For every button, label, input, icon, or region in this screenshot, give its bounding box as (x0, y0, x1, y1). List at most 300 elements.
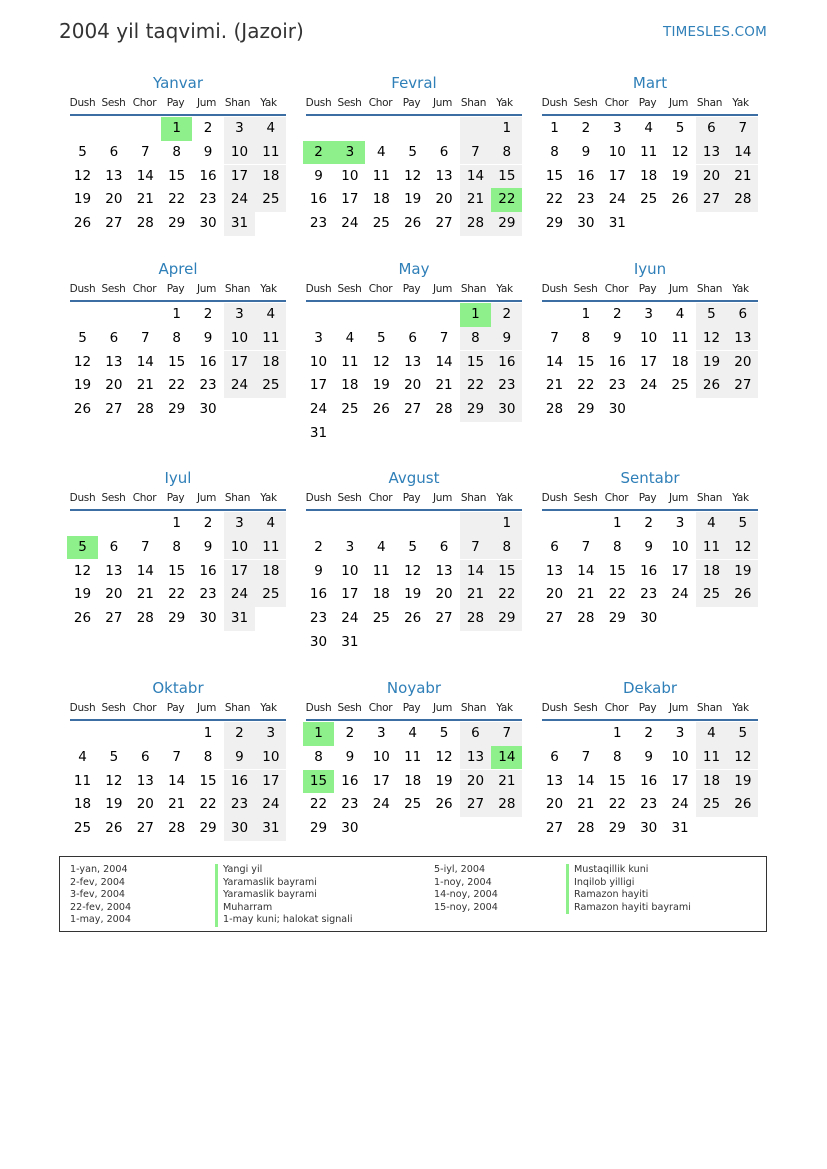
week-row (539, 303, 761, 327)
day: 7 (140, 329, 150, 346)
weekday-header (303, 491, 525, 506)
day: 31 (309, 424, 328, 441)
day: 28 (460, 212, 491, 236)
week-row (303, 327, 525, 351)
day: 23 (640, 796, 658, 813)
day: 24 (671, 796, 689, 813)
day: 28 (168, 820, 186, 837)
week-row (67, 303, 289, 327)
legend-holiday-name: Mustaqillik kuni (566, 864, 691, 877)
day: 19 (73, 586, 92, 603)
day: 27 (105, 215, 123, 232)
day: 16 (640, 562, 658, 579)
empty-day (460, 817, 491, 841)
day: 12 (105, 772, 123, 789)
day: 30 (491, 398, 522, 422)
day: 29 (608, 820, 626, 837)
day: 18 (73, 796, 92, 813)
day: 19 (696, 351, 727, 375)
day: 21 (136, 586, 154, 603)
week-row (539, 374, 761, 398)
day: 9 (581, 143, 591, 160)
weekday-label: Sesh (337, 702, 362, 714)
weekday-label: Sesh (337, 97, 362, 109)
legend-date: 14-noy, 2004 (434, 889, 498, 900)
weekday-label: Dush (541, 702, 568, 714)
day: 29 (608, 610, 626, 627)
day: 11 (696, 536, 727, 560)
weekday-label: Dush (69, 97, 96, 109)
day: 21 (491, 770, 522, 794)
empty-day (633, 212, 664, 236)
empty-day (366, 422, 397, 446)
week-row (539, 141, 761, 165)
day: 11 (73, 772, 92, 789)
week-row (67, 188, 289, 212)
week-row (303, 817, 525, 841)
day: 24 (224, 374, 255, 398)
empty-day (67, 512, 98, 536)
holiday-day: 22 (491, 188, 522, 212)
day: 10 (255, 746, 286, 770)
day: 11 (255, 141, 286, 165)
day: 1 (491, 512, 522, 536)
day: 10 (341, 167, 359, 184)
empty-day (570, 512, 601, 536)
weekday-label: Dush (305, 97, 332, 109)
day: 12 (73, 167, 92, 184)
day: 16 (309, 586, 328, 603)
day: 3 (345, 538, 355, 555)
day: 29 (168, 610, 186, 627)
week-row (67, 607, 289, 631)
empty-day (366, 631, 397, 655)
day: 21 (435, 377, 453, 394)
holiday-day: 1 (460, 303, 491, 327)
day: 15 (199, 772, 217, 789)
day: 9 (491, 327, 522, 351)
day: 29 (309, 820, 328, 837)
week-row (67, 583, 289, 607)
day: 30 (309, 633, 328, 650)
day: 25 (671, 377, 689, 394)
day: 21 (545, 377, 564, 394)
day: 4 (408, 725, 417, 741)
day: 2 (644, 725, 653, 741)
day: 5 (727, 722, 758, 746)
day: 13 (105, 562, 123, 579)
day: 11 (372, 167, 390, 184)
day: 19 (404, 586, 422, 603)
week-row (303, 631, 525, 655)
day: 8 (203, 748, 213, 765)
empty-day (460, 631, 491, 655)
month-name: Oktabr (152, 679, 204, 697)
day: 20 (545, 796, 564, 813)
day: 21 (136, 191, 154, 208)
weekday-label: Dush (541, 283, 568, 295)
week-row (303, 583, 525, 607)
day: 1 (172, 515, 181, 531)
day: 9 (203, 538, 213, 555)
empty-day (397, 303, 428, 327)
header-rule (70, 719, 286, 721)
month-name: Mart (632, 74, 668, 92)
day: 24 (255, 793, 286, 817)
day: 4 (696, 512, 727, 536)
empty-day (397, 512, 428, 536)
day: 1 (612, 725, 622, 741)
day: 7 (550, 329, 559, 346)
month-name: May (398, 260, 430, 278)
holiday-day: 14 (491, 746, 522, 770)
weekday-label: Dush (541, 97, 568, 109)
weekday-label: Dush (69, 283, 96, 295)
day: 10 (372, 748, 390, 765)
week-row (67, 722, 289, 746)
header-rule (306, 509, 522, 511)
week-row (539, 583, 761, 607)
day: 7 (491, 722, 522, 746)
day: 19 (73, 191, 92, 208)
day: 23 (577, 191, 595, 208)
day: 18 (640, 167, 658, 184)
weekday-label: Sesh (573, 702, 598, 714)
day: 6 (550, 538, 559, 555)
day: 18 (372, 586, 390, 603)
week-row (539, 607, 761, 631)
day: 17 (341, 586, 359, 603)
week-row (67, 374, 289, 398)
day: 25 (696, 583, 727, 607)
day: 13 (545, 772, 564, 789)
weekday-header (67, 491, 289, 506)
day: 13 (105, 353, 123, 370)
week-row (539, 212, 761, 236)
day: 23 (199, 191, 217, 208)
header-rule (70, 509, 286, 511)
weekday-label: Pay (638, 283, 657, 295)
day: 5 (78, 329, 87, 346)
weekday-label: Dush (69, 702, 96, 714)
day: 20 (435, 586, 453, 603)
day: 14 (460, 165, 491, 189)
day: 15 (168, 167, 186, 184)
day: 24 (608, 191, 626, 208)
weekday-label: Sesh (337, 283, 362, 295)
weekday-label: Chor (368, 283, 393, 295)
header-rule (542, 300, 758, 302)
weekday-label: Sesh (573, 492, 598, 504)
empty-day (429, 117, 460, 141)
day: 23 (608, 377, 626, 394)
month-name: Aprel (158, 260, 198, 278)
day: 2 (203, 306, 213, 322)
empty-day (696, 817, 727, 841)
weekday-label: Shan (460, 283, 487, 295)
week-row (303, 422, 525, 446)
week-row (539, 351, 761, 375)
week-row (539, 817, 761, 841)
month-mart (539, 74, 761, 236)
weekday-label: Chor (604, 97, 629, 109)
page-title: 2004 yil taqvimi. (Jazoir) (59, 19, 304, 43)
day: 7 (460, 536, 491, 560)
day: 20 (460, 770, 491, 794)
day: 30 (199, 401, 217, 418)
day: 3 (224, 303, 255, 327)
weekday-label: Pay (638, 97, 657, 109)
day: 28 (136, 401, 154, 418)
empty-day (727, 607, 758, 631)
month-avgust (303, 469, 525, 655)
week-row (67, 117, 289, 141)
week-row (303, 351, 525, 375)
day: 18 (255, 165, 286, 189)
day: 20 (435, 191, 453, 208)
weekday-label: Dush (305, 283, 332, 295)
week-row (539, 398, 761, 422)
day: 28 (727, 188, 758, 212)
day: 25 (404, 796, 422, 813)
day: 6 (109, 538, 119, 555)
weekday-label: Sesh (101, 492, 126, 504)
week-row (303, 117, 525, 141)
day: 8 (314, 748, 323, 765)
day: 28 (491, 793, 522, 817)
weekday-header (67, 282, 289, 297)
day: 4 (255, 117, 286, 141)
day: 16 (309, 191, 328, 208)
day: 5 (376, 329, 386, 346)
week-row (303, 536, 525, 560)
month-name: Iyun (633, 260, 667, 278)
legend-holiday-name: Ramazon hayiti bayrami (566, 902, 691, 915)
weekday-label: Chor (368, 492, 393, 504)
weekday-label: Jum (432, 702, 453, 714)
day: 20 (105, 377, 123, 394)
day: 7 (140, 143, 150, 160)
weekday-label: Yak (496, 283, 513, 295)
day: 25 (341, 401, 359, 418)
empty-day (696, 398, 727, 422)
day: 18 (341, 377, 359, 394)
week-row (539, 746, 761, 770)
weekday-label: Jum (432, 283, 453, 295)
empty-day (665, 607, 696, 631)
day: 21 (168, 796, 186, 813)
day: 20 (545, 586, 564, 603)
weekday-label: Pay (166, 702, 185, 714)
legend-date: 22-fev, 2004 (70, 901, 132, 913)
day: 1 (612, 515, 622, 531)
day: 26 (696, 374, 727, 398)
day: 26 (404, 610, 422, 627)
day: 12 (73, 353, 92, 370)
holiday-day: 2 (303, 141, 334, 165)
day: 17 (671, 562, 689, 579)
day: 19 (73, 377, 92, 394)
legend-holiday-name: Yaramaslik bayrami (215, 877, 353, 890)
day: 4 (255, 303, 286, 327)
week-row (539, 512, 761, 536)
header-rule (542, 114, 758, 116)
day: 27 (460, 793, 491, 817)
week-row (303, 560, 525, 584)
weekday-label: Jum (432, 492, 453, 504)
empty-day (98, 303, 129, 327)
day: 20 (404, 377, 422, 394)
weekday-label: Sesh (101, 283, 126, 295)
month-fevral (303, 74, 525, 236)
legend-holiday-name: 1-may kuni; halokat signali (215, 914, 353, 927)
weekday-label: Sesh (101, 97, 126, 109)
day: 10 (671, 748, 689, 765)
day: 17 (640, 353, 658, 370)
day: 24 (309, 401, 328, 418)
day: 2 (345, 725, 355, 741)
empty-day (397, 631, 428, 655)
day: 26 (73, 401, 92, 418)
day: 14 (136, 562, 154, 579)
day: 28 (545, 401, 564, 418)
empty-day (727, 212, 758, 236)
day: 23 (224, 793, 255, 817)
day: 3 (224, 512, 255, 536)
empty-day (303, 117, 334, 141)
day: 3 (224, 117, 255, 141)
weekday-label: Pay (402, 492, 421, 504)
week-row (303, 188, 525, 212)
week-row (539, 327, 761, 351)
day: 7 (460, 141, 491, 165)
weekday-label: Yak (496, 97, 513, 109)
weekday-label: Jum (432, 97, 453, 109)
week-row (67, 536, 289, 560)
week-row (539, 793, 761, 817)
day: 29 (168, 215, 186, 232)
weekday-label: Chor (604, 702, 629, 714)
day: 8 (172, 329, 181, 346)
day: 2 (314, 538, 323, 555)
legend-date: 5-iyl, 2004 (434, 864, 486, 875)
weekday-label: Shan (696, 283, 723, 295)
empty-day (397, 422, 428, 446)
day: 8 (491, 536, 522, 560)
day: 23 (341, 796, 359, 813)
month-noyabr (303, 679, 525, 841)
brand-link[interactable]: TIMESLES.COM (663, 24, 767, 40)
day: 8 (550, 143, 559, 160)
day: 17 (309, 377, 328, 394)
day: 25 (255, 374, 286, 398)
weekday-header (67, 96, 289, 111)
legend-date: 1-noy, 2004 (434, 876, 492, 888)
empty-day (130, 117, 161, 141)
holiday-day: 3 (334, 141, 365, 165)
empty-day (161, 722, 192, 746)
weekday-label: Shan (460, 492, 487, 504)
day: 7 (140, 538, 150, 555)
empty-day (366, 117, 397, 141)
day: 3 (644, 306, 653, 322)
week-row (539, 165, 761, 189)
weekday-label: Chor (368, 702, 393, 714)
day: 8 (172, 143, 181, 160)
day: 9 (203, 329, 213, 346)
legend-holiday-name: Ramazon hayiti (566, 889, 691, 902)
week-row (303, 607, 525, 631)
day: 6 (109, 329, 119, 346)
day: 12 (372, 353, 390, 370)
day: 6 (408, 329, 417, 346)
day: 26 (372, 401, 390, 418)
empty-day (460, 422, 491, 446)
empty-day (696, 212, 727, 236)
weekday-label: Shan (460, 97, 487, 109)
day: 5 (675, 120, 685, 136)
day: 13 (404, 353, 422, 370)
empty-day (67, 303, 98, 327)
day: 22 (199, 796, 217, 813)
day: 17 (255, 770, 286, 794)
weekday-label: Pay (402, 702, 421, 714)
day: 5 (696, 303, 727, 327)
day: 5 (439, 725, 449, 741)
day: 11 (255, 536, 286, 560)
day: 10 (640, 329, 658, 346)
weekday-label: Yak (260, 492, 277, 504)
day: 30 (341, 820, 359, 837)
day: 16 (608, 353, 626, 370)
day: 30 (640, 610, 658, 627)
holiday-day: 1 (161, 117, 192, 141)
weekday-label: Shan (460, 702, 487, 714)
day: 11 (640, 143, 658, 160)
day: 26 (73, 610, 92, 627)
day: 18 (696, 560, 727, 584)
day: 25 (73, 820, 92, 837)
weekday-label: Dush (541, 492, 568, 504)
day: 19 (372, 377, 390, 394)
day: 25 (372, 610, 390, 627)
day: 19 (404, 191, 422, 208)
weekday-label: Shan (224, 97, 251, 109)
day: 30 (224, 817, 255, 841)
day: 28 (136, 610, 154, 627)
header-rule (70, 300, 286, 302)
month-name: Fevral (391, 74, 437, 92)
weekday-label: Pay (402, 283, 421, 295)
day: 30 (608, 401, 626, 418)
day: 4 (696, 722, 727, 746)
week-row (539, 188, 761, 212)
day: 24 (341, 215, 359, 232)
day: 12 (73, 562, 92, 579)
day: 11 (372, 562, 390, 579)
day: 6 (460, 722, 491, 746)
month-dekabr (539, 679, 761, 841)
weekday-label: Yak (496, 702, 513, 714)
empty-day (429, 631, 460, 655)
day: 31 (608, 215, 626, 232)
weekday-label: Jum (668, 283, 689, 295)
empty-day (539, 722, 570, 746)
day: 27 (727, 374, 758, 398)
day: 14 (460, 560, 491, 584)
weekday-label: Pay (402, 97, 421, 109)
day: 12 (404, 562, 422, 579)
